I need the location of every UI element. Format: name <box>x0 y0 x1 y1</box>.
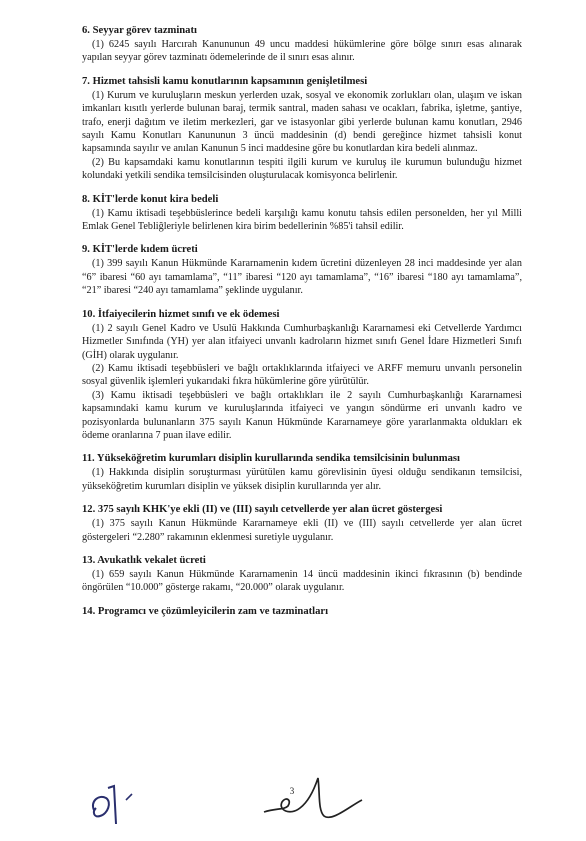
section-8-kit-konut-kira <box>82 193 522 234</box>
section-11-yuksekogretim-disiplin <box>82 452 522 493</box>
page-number: 3 <box>289 786 295 796</box>
section-heading: 12. 375 sayılı KHK'ye ekli (II) ve (III) sayılı cetvellerde yer alan ücret göstergesi <box>82 504 443 516</box>
section-heading: 6. Seyyar görev tazminatı <box>82 25 197 36</box>
section-6-seyyar-gorev <box>82 24 522 65</box>
paragraph: (1) 399 sayılı Kanun Hükmünde Kararnamenin kıdem ücretini düzenleyen 28 inci maddesinde yer alan “6” ibaresi “60 ayı tamamlama”, “11” ibaresi “120 ayı tamamlama”, “16” ibaresi “180 ayı tamamlama”, “21” ibaresi “240 ayı tamamlama” şeklinde uygulanır. <box>82 258 522 297</box>
paragraph: (2) Bu kapsamdaki kamu konutlarının tespiti ilgili kurum ve kuruluş ile kurumun bulunduğu hizmet kolundaki yetkili sendika temsilcisinden oluşturulacak komisyonca belirlenir. <box>82 156 522 182</box>
section-heading: 13. Avukatlık vekalet ücreti <box>82 554 206 566</box>
section-heading: 7. Hizmet tahsisli kamu konutlarının kapsamının genişletilmesi <box>82 75 368 87</box>
section-10-itfaiyeciler <box>82 308 522 443</box>
section-heading: 9. KİT'lerde kıdem ücreti <box>82 244 198 256</box>
initials-signature-left <box>88 780 168 832</box>
section-12-ucret-gostergesi <box>82 503 522 544</box>
paragraph: (1) Kamu iktisadi teşebbüslerince bedeli karşılığı kamu konutu tahsis edilen personelden, her yıl Milli Emlak Genel Tebliğleriyle belirlenen kira birim bedellerinin %85'i tahsil edilir. <box>82 207 522 233</box>
section-heading: 10. İtfaiyecilerin hizmet sınıfı ve ek ödemesi <box>82 308 280 320</box>
section-9-kit-kidem-ucreti <box>82 243 522 297</box>
paragraph: (1) 2 sayılı Genel Kadro ve Usulü Hakkında Cumhurbaşkanlığı Kararnamesi eki Cetvellerde Yardımcı Hizmetler Sınıfında (YH) yer alan itfaiyeci unvanlı kadroların hizmet sınıfı Genel İdare Hizmetleri Sınıfı (GİH) olarak uygulanır. <box>82 322 522 361</box>
paragraph: (1) 6245 sayılı Harcırah Kanununun 49 uncu maddesi hükümlerine göre bölge sınırı esas alınarak yapılan seyyar görev tazminatı ödemelerinde de il sınırı esas alınır. <box>82 39 522 64</box>
section-heading: 11. Yükseköğretim kurumları disiplin kurullarında sendika temsilcisinin bulunması <box>82 453 460 465</box>
paragraph: (1) Hakkında disiplin soruşturması yürütülen kamu görevlisinin üyesi olduğu sendikanın temsilcisi, yükseköğretim kurumları disiplin ve yüksek disiplin kurullarında yer alır. <box>82 467 522 492</box>
section-14-programci <box>82 605 522 619</box>
paragraph: (1) 659 sayılı Kanun Hükmünde Kararnamenin 14 üncü maddesinin ikinci fıkrasının (b) bendinde öngörülen “10.000” gösterge rakamı, “20.000” olarak uygulanır. <box>82 568 522 594</box>
section-13-avukatlik-vekalet <box>82 554 522 595</box>
handwritten-signature-right <box>258 772 368 832</box>
section-7-hizmet-tahsisli-konut <box>82 75 522 183</box>
paragraph: (3) Kamu iktisadi teşebbüsleri ve bağlı ortaklıkları ile 2 sayılı Cumhurbaşkanlığı Kararnamesi kapsamındaki kamu kurum ve kuruluşlarında itfaiyeci ve yangın söndürme eri unvanlı kadro ve pozisyonlarda bulunanların 375 sayılı Kanun Hükmünde Kararnameye göre yararlanmakta oldukları ek ödeme oranlarına 7 puan ilave edilir. <box>82 389 522 441</box>
section-heading: 8. KİT'lerde konut kira bedeli <box>82 193 219 205</box>
paragraph: (1) 375 sayılı Kanun Hükmünde Kararnameye ekli (II) ve (III) sayılı cetvellerde yer alan ücret göstergeleri “2.280” rakamının eklenmesi suretiyle uygulanır. <box>82 518 522 543</box>
paragraph: (1) Kurum ve kuruluşların meskun yerlerden uzak, sosyal ve ekonomik zorlukları olan, ulaşım ve iskan imkanları kısıtlı yerlerde bulunan baraj, termik santral, maden sahası ve ocakları, fabrika, işletme, şantiye, trafo, enerji dağıtım ve iletim merkezleri, gar ve istasyonlar gibi yerlerde bulunan kamu konutları, 2946 sayılı Kamu Konutları Kanununun 3 üncü maddesinin (d) bendi gereğince hizmet tahsisli konut kapsamında sayılır ve anılan Kanunun 5 inci maddesine göre bu konutlardan kira bedeli alınmaz. <box>82 89 522 155</box>
paragraph: (2) Kamu iktisadi teşebbüsleri ve bağlı ortaklıklarında itfaiyeci ve ARFF memuru unvanlı personelin sosyal güvenlik işlemleri yukarıdaki fıkra hükümlerine göre yürütülür. <box>82 362 522 388</box>
document-body <box>82 24 522 629</box>
section-heading: 14. Programcı ve çözümleyicilerin zam ve tazminatları <box>82 605 329 617</box>
